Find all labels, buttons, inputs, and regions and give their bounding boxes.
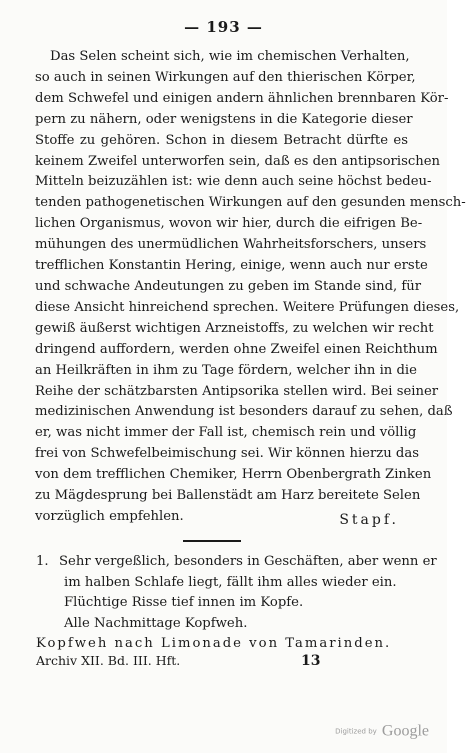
paragraph-line: von dem trefflichen Chemiker, Herrn Obenbergrath Zinken	[35, 467, 432, 483]
symptom-continuation: im halben Schlafe liegt, fällt ihm alles wieder ein.	[64, 574, 397, 590]
paragraph-line: diese Ansicht hinreichend sprechen. Weitere Prüfungen dieses,	[35, 299, 460, 315]
signature-mark: Archiv XII. Bd. III. Hft.	[36, 653, 181, 668]
symptom-line: Flüchtige Risse tief innen im Kopfe.	[64, 595, 304, 610]
paragraph-line: tenden pathogenetischen Wirkungen auf den gesunden mensch-	[35, 195, 466, 211]
paragraph-line: vorzüglich empfehlen.	[35, 508, 184, 524]
page-footer	[36, 653, 411, 668]
paragraph-line: medizinischen Anwendung ist besonders darauf zu sehen, daß	[35, 404, 453, 420]
main-paragraph	[35, 47, 466, 528]
paragraph-line: zu Mägdesprung bei Ballenstädt am Harz bereitete Selen	[35, 488, 421, 504]
symptom-item	[36, 552, 437, 573]
sheet-number: 13	[301, 653, 321, 669]
paragraph-line: frei von Schwefelbeimischung sei. Wir können hierzu das	[35, 446, 419, 462]
symptom-line: Kopfweh nach Limonade von Tamarinden.	[36, 636, 392, 651]
paragraph-line: an Heilkräften in ihm zu Tage fördern, welcher ihn in die	[35, 362, 417, 378]
section-divider	[183, 540, 241, 542]
paragraph-line: gewiß äußerst wichtigen Arzneistoffs, zu welchen wir recht	[35, 320, 434, 336]
paragraph-line: so auch in seinen Wirkungen auf den thierischen Körper,	[35, 69, 416, 85]
paragraph-line: dem Schwefel und einigen andern ähnlichen brennbaren Kör-	[35, 90, 449, 106]
symptom-list	[36, 552, 437, 655]
paragraph-line: pern zu nähern, oder wenigstens in die Kategorie dieser	[35, 111, 413, 127]
symptom-line: Alle Nachmittage Kopfweh.	[64, 615, 248, 631]
paragraph-line: Das Selen scheint sich, wie im chemischen Verhalten,	[50, 49, 410, 64]
paragraph-line: Mitteln beizuzählen ist: wie denn auch seine höchst bedeu-	[35, 174, 432, 190]
page-number: — 193 —	[184, 18, 263, 36]
paragraph-line: lichen Organismus, wovon wir hier, durch die eifrigen Be-	[35, 216, 423, 232]
author-signature: Stapf.	[339, 512, 399, 528]
paragraph-line: und schwache Andeutungen zu geben im Stande sind, für	[35, 278, 422, 294]
paragraph-line: er, was nicht immer der Fall ist, chemisch rein und völlig	[35, 425, 417, 441]
symptom-text: Sehr vergeßlich, besonders in Geschäften, aber wenn er	[59, 554, 437, 569]
watermark-prefix: Digitized by	[335, 727, 377, 735]
paragraph-line: trefflichen Konstantin Hering, einige, wenn auch nur erste	[35, 258, 428, 274]
paragraph-line: mühungen des unermüdlichen Wahrheitsforschers, unsers	[35, 237, 427, 253]
paragraph-line: keinem Zweifel unterworfen sein, daß es den antipsorischen	[35, 153, 441, 169]
symptom-number: 1.	[36, 554, 49, 569]
digitized-watermark	[335, 721, 429, 741]
paragraph-line: dringend auffordern, werden ohne Zweifel einen Reichthum	[35, 341, 438, 357]
google-logo: Google	[381, 722, 429, 739]
paragraph-line: Reihe der schätzbarsten Antipsorika stellen wird. Bei seiner	[35, 383, 439, 399]
paragraph-line: Stoffe zu gehören. Schon in diesem Betracht dürfte es	[35, 132, 408, 148]
